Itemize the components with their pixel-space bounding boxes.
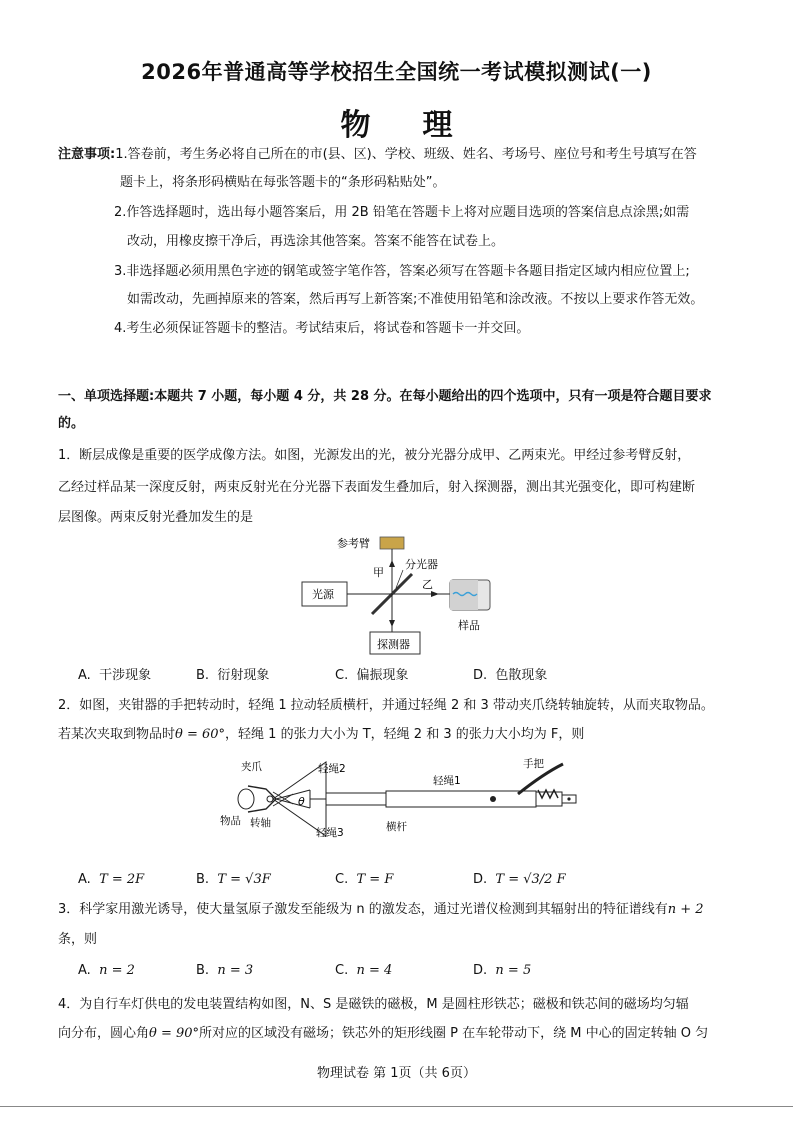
q1-jia-label: 甲 bbox=[373, 566, 384, 579]
q1-ref-arm-label: 参考臂 bbox=[337, 537, 370, 550]
jaw-inner-line-2 bbox=[273, 794, 293, 806]
note-3-line-1: 3.非选择题必须用黑色字迹的钢笔或签字笔作答，答案必须写在答题卡各题目指定区域内相应位置上; bbox=[114, 264, 690, 279]
q1-arrow-right bbox=[431, 591, 439, 597]
subject-char-1: 物 bbox=[340, 108, 371, 143]
notes-label: 注意事项: bbox=[58, 147, 116, 162]
q4-stem-line-2: 向分布，圆心角θ = 90°所对应的区域没有磁场；铁芯外的矩形线圈 P 在车轮带动下，绕 M 中心的固定转轴 O 匀 bbox=[58, 1026, 709, 1041]
q3-options bbox=[0, 963, 793, 983]
jaw-pivot bbox=[267, 796, 273, 802]
q2-option-d[interactable]: D. T = √3/2 F bbox=[473, 872, 566, 887]
q1-source-label: 光源 bbox=[312, 588, 334, 601]
q1-detector-label: 探测器 bbox=[377, 638, 410, 651]
q3-stem-line-2: 条，则 bbox=[58, 932, 98, 947]
q1-option-d[interactable]: D. 色散现象 bbox=[473, 668, 548, 683]
q1-yi-label: 乙 bbox=[422, 578, 433, 591]
rope3-line bbox=[276, 799, 310, 808]
bottom-divider bbox=[0, 1106, 793, 1107]
jaw-inner-line-1 bbox=[273, 792, 293, 804]
q3-option-b[interactable]: B. n = 3 bbox=[196, 963, 254, 978]
note-3-line-2: 如需改动，先画掉原来的答案，然后再写上新答案;不准使用铅笔和涂改液。不按以上要求作答无效。 bbox=[127, 292, 704, 307]
note-1-line-2: 题卡上，将条形码横贴在每张答题卡的“条形码粘贴处”。 bbox=[120, 175, 446, 190]
q2-rope1-label: 轻绳1 bbox=[433, 775, 461, 787]
q1-arrow-down bbox=[389, 620, 395, 627]
q2-rope2-label: 轻绳2 bbox=[318, 763, 346, 775]
tube-end-dot bbox=[567, 797, 570, 800]
q2-figure bbox=[218, 754, 580, 844]
exam-title: 2026年普通高等学校招生全国统一考试模拟测试(一) bbox=[141, 60, 652, 84]
rope2-line bbox=[276, 790, 310, 799]
gripped-item bbox=[238, 789, 254, 809]
note-2-line-2: 改动，用橡皮擦干净后，再选涂其他答案。答案不能答在试卷上。 bbox=[127, 234, 505, 249]
q4-stem-line-1: 4．为自行车灯供电的发电装置结构如图，N、S 是磁铁的磁极，M 是圆柱形铁芯；磁极和铁芯间的磁场均匀辐 bbox=[58, 997, 689, 1012]
q2-stem-line-2: 若某次夹取到物品时θ = 60°，轻绳 1 的张力大小为 T，轻绳 2 和 3 的张力大小均为 F，则 bbox=[58, 727, 585, 742]
q2-bar-label: 横杆 bbox=[386, 821, 407, 833]
q1-stem-line-3: 层图像。两束反射光叠加发生的是 bbox=[58, 510, 254, 525]
q1-figure bbox=[295, 532, 505, 657]
q2-rope3-label: 轻绳3 bbox=[316, 827, 344, 839]
q1-options bbox=[0, 664, 793, 684]
section-1-heading-line-1: 一、单项选择题:本题共 7 小题，每小题 4 分，共 28 分。在每小题给出的四个选项中，只有一项是符合题目要求 bbox=[58, 389, 712, 404]
q3-stem-line-1: 3．科学家用激光诱导，使大量氢原子激发至能级为 n 的激发态，通过光谱仪检测到其辐射出的特征谱线有n + 2 bbox=[58, 902, 704, 917]
q1-splitter-label: 分光器 bbox=[405, 558, 438, 571]
q1-option-a[interactable]: A. 干涉现象 bbox=[78, 668, 152, 683]
q2-option-c[interactable]: C. T = F bbox=[335, 872, 394, 887]
q2-stem-line-1: 2．如图，夹钳器的手把转动时，轻绳 1 拉动轻质横杆，并通过轻绳 2 和 3 带动夹爪绕转轴旋转，从而夹取物品。 bbox=[58, 698, 714, 713]
q2-handle-label: 手把 bbox=[523, 758, 544, 770]
note-2-line-1: 2.作答选择题时，选出每小题答案后，用 2B 铅笔在答题卡上将对应题目选项的答案信息点涂黑;如需 bbox=[114, 205, 690, 220]
tube-pin bbox=[490, 796, 496, 802]
q3-option-d[interactable]: D. n = 5 bbox=[473, 963, 532, 978]
q2-option-b[interactable]: B. T = √3F bbox=[196, 872, 271, 887]
q1-arrow-up bbox=[389, 560, 395, 567]
q2-options bbox=[0, 872, 793, 902]
q1-option-c[interactable]: C. 偏振现象 bbox=[335, 668, 409, 683]
q2-axis-label: 转轴 bbox=[250, 817, 271, 829]
subject-char-2: 理 bbox=[422, 108, 453, 143]
q2-theta-label: θ bbox=[298, 795, 305, 808]
q1-option-b[interactable]: B. 衍射现象 bbox=[196, 668, 270, 683]
q1-sample-label: 样品 bbox=[458, 619, 480, 632]
q4-theta-eq: θ = 90° bbox=[149, 1026, 200, 1041]
notes-line-1 bbox=[58, 145, 697, 165]
q3-option-c[interactable]: C. n = 4 bbox=[335, 963, 393, 978]
tube-front bbox=[326, 793, 386, 805]
q2-option-a[interactable]: A. T = 2F bbox=[78, 872, 145, 887]
page-footer: 物理试卷 第 1页（共 6页） bbox=[317, 1066, 476, 1081]
q2-jaw-label: 夹爪 bbox=[241, 761, 262, 773]
section-1-heading-line-2: 的。 bbox=[58, 416, 85, 431]
q2-theta-eq: θ = 60° bbox=[175, 727, 226, 742]
note-1-line-1: 1.答卷前，考生务必将自己所在的市(县、区)、学校、班级、姓名、考场号、座位号和考生号填写在答 bbox=[115, 147, 697, 162]
q3-option-a[interactable]: A. n = 2 bbox=[78, 963, 135, 978]
q3-n-plus-2: n + 2 bbox=[667, 902, 704, 917]
ref-arm-mirror bbox=[380, 537, 404, 549]
q1-stem-line-1: 1．断层成像是重要的医学成像方法。如图，光源发出的光，被分光器分成甲、乙两束光。甲经过参考臂反射， bbox=[58, 448, 691, 463]
q1-stem-line-2: 乙经过样品某一深度反射，两束反射光在分光器下表面发生叠加后，射入探测器，测出其光强变化，即可构建断 bbox=[58, 480, 696, 495]
note-4: 4.考生必须保证答题卡的整洁。考试结束后，将试卷和答题卡一并交回。 bbox=[114, 321, 530, 336]
handle-spring bbox=[538, 790, 558, 798]
q2-item-label: 物品 bbox=[220, 815, 241, 827]
subject-title bbox=[0, 100, 793, 144]
tube-body bbox=[386, 791, 536, 807]
